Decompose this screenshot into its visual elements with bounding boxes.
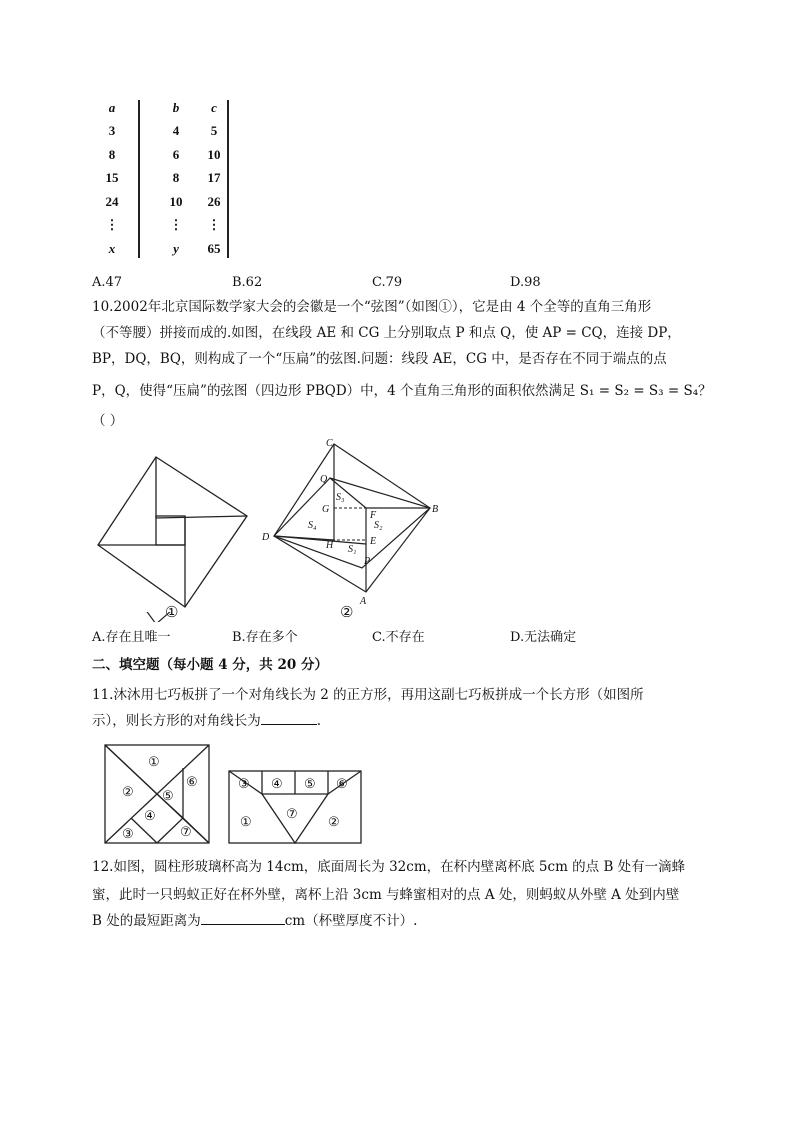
q11-answer-blank[interactable] — [261, 711, 317, 725]
q10-figure-2 — [258, 432, 448, 612]
q11-line-2-text: 示），则长方形的对角线长为 — [92, 713, 261, 729]
table-cell: 5 — [210, 123, 218, 139]
tangram-rect-piece-2: ② — [328, 814, 340, 829]
q12-line-2: 蜜，此时一只蚂蚁正好在杯外壁，离杯上沿 3cm 与蜂蜜相对的点 A 处，则蚂蚁从外壁 A 处到内壁 — [92, 887, 680, 903]
tangram-sq-piece-6: ⑥ — [186, 774, 198, 789]
q9-table — [96, 96, 236, 261]
table-cell: 8 — [172, 170, 180, 186]
tangram-rect-piece-1: ① — [240, 814, 252, 829]
q9-header-c: c — [211, 99, 217, 115]
fig2-point-D: D — [262, 532, 270, 543]
q10-option-c[interactable]: C.不存在 — [372, 630, 425, 645]
tangram-sq-piece-2: ② — [122, 784, 134, 799]
q10-line-1: 10.2002年北京国际数学家大会的会徽是一个“弦图”（如图①），它是由 4 个全等的直角三角形 — [92, 299, 652, 315]
q9-header-b: b — [172, 99, 180, 115]
tangram-sq-piece-1: ① — [148, 754, 160, 769]
table-cell: 4 — [172, 123, 180, 139]
q12-line-3 — [92, 910, 417, 932]
table-cell: ⋮ — [105, 217, 119, 233]
table-cell: 17 — [207, 170, 221, 186]
table-cell: 24 — [105, 193, 119, 209]
q9-option-c[interactable]: C.79 — [372, 275, 403, 290]
q10-line-3: BP，DQ，BQ，则构成了一个“压扁”的弦图.问题：线段 AE，CG 中，是否存在不同于端点的点 — [92, 351, 667, 367]
fig2-area-S4: S₄ — [308, 520, 317, 531]
tangram-rect-piece-4: ④ — [271, 776, 283, 791]
table-cell: 6 — [172, 146, 180, 162]
table-cell: ⋮ — [207, 217, 221, 233]
section-heading-fill-in: 二、填空题（每小题 4 分，共 20 分） — [92, 657, 328, 673]
tangram-sq-piece-3: ③ — [122, 826, 134, 841]
q11-tangram-rectangle — [228, 770, 364, 846]
q12-line-3-text: B 处的最短距离为 — [92, 913, 201, 929]
table-cell: 26 — [207, 193, 221, 209]
table-cell: 10 — [207, 146, 221, 162]
q12-answer-blank[interactable] — [201, 911, 285, 925]
tangram-rect-piece-5: ⑤ — [304, 776, 316, 791]
tangram-rect-piece-6: ⑥ — [336, 776, 348, 791]
fig2-area-S2: S₂ — [374, 520, 383, 531]
fig2-outer-quad — [274, 444, 430, 592]
q9-option-d[interactable]: D.98 — [510, 275, 541, 290]
q12-line-3-end: cm（杯壁厚度不计）. — [284, 913, 418, 929]
fig2-point-C: C — [326, 438, 333, 449]
q10-line-2: （不等腰）拼接而成的.如图，在线段 AE 和 CG 上分别取点 P 和点 Q，使 AP = CQ，连接 DP， — [92, 325, 681, 341]
q9-number-table — [96, 96, 236, 262]
tangram-sq-piece-4: ④ — [144, 808, 156, 823]
table-cell: 8 — [108, 146, 116, 162]
table-cell: 3 — [108, 123, 116, 139]
q11-tangram-square — [104, 744, 214, 846]
table-cell: ⋮ — [169, 217, 183, 233]
tangram-sq-piece-7: ⑦ — [180, 824, 192, 839]
fig2-point-G: G — [322, 504, 330, 515]
fig2-inner-square — [334, 508, 366, 540]
q10-option-b[interactable]: B.存在多个 — [232, 630, 298, 645]
tangram-sq-piece-5: ⑤ — [162, 788, 174, 803]
table-cell: y — [173, 240, 179, 256]
fig2-point-E: E — [370, 536, 377, 547]
q9-option-b[interactable]: B.62 — [232, 275, 263, 290]
q11-line-1: 11.沐沐用七巧板拼了一个对角线长为 2 的正方形，再用这副七巧板拼成一个长方形（如图所 — [92, 687, 644, 703]
table-divider-left — [138, 100, 140, 258]
q12-line-1: 12.如图，圆柱形玻璃杯高为 14cm，底面周长为 32cm，在杯内壁离杯底 5cm 的点 B 处有一滴蜂 — [92, 859, 686, 875]
tangram-rect-piece-3: ③ — [238, 776, 250, 791]
fig2-point-H: H — [326, 540, 334, 551]
table-cell: 10 — [169, 193, 183, 209]
q10-figure-1-main — [92, 452, 252, 612]
table-divider-right — [227, 100, 229, 258]
fig2-point-A: A — [360, 596, 367, 607]
fig2-point-P: P — [364, 556, 371, 567]
q10-line-4: P，Q，使得“压扁”的弦图（四边形 PBQD）中，4 个直角三角形的面积依然满足 S₁ = S₂ = S₃ = S₄？ — [92, 383, 712, 399]
q9-option-a[interactable]: A.47 — [92, 275, 123, 290]
table-cell: x — [108, 240, 116, 256]
q10-figure-2-label: ② — [340, 603, 354, 621]
q11-line-2-end: . — [316, 713, 322, 729]
table-cell: 15 — [105, 170, 119, 186]
q10-figure-1-label: ① — [165, 603, 179, 621]
tangram-rect-piece-7: ⑦ — [286, 806, 298, 821]
q10-option-a[interactable]: A.存在且唯一 — [92, 630, 171, 645]
fig2-point-F: F — [370, 510, 377, 521]
q11-line-2 — [92, 710, 321, 732]
fig2-area-S3: S₃ — [336, 492, 345, 503]
fig2-point-B: B — [432, 504, 439, 515]
q10-option-d[interactable]: D.无法确定 — [510, 630, 577, 645]
q10-answer-paren: （ ） — [92, 413, 124, 429]
fig2-area-S1: S₁ — [348, 544, 357, 555]
q9-header-a: a — [108, 99, 116, 115]
fig2-point-Q: Q — [320, 474, 328, 485]
table-cell: 65 — [207, 240, 221, 256]
